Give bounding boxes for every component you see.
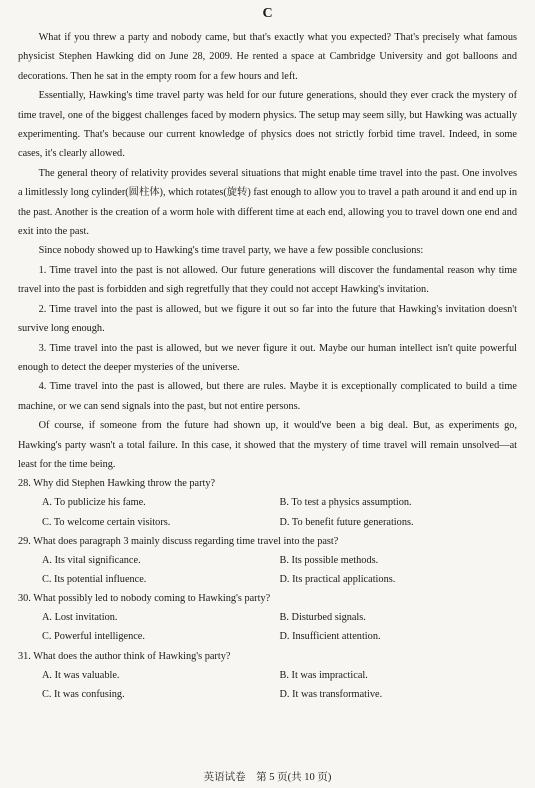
section-heading: C (262, 6, 273, 21)
option-a: A. Its vital significance. (42, 554, 141, 566)
option-b: B. To test a physics assumption. (279, 497, 412, 509)
page-footer: 英语试卷 第 5 页(共 10 页) (203, 772, 332, 783)
passage-paragraph: What if you threw a party and nobody came, but that's exactly what you expected? That's precisely what famous physicist Stephen Hawking did on June 28, 2009. He rented a space at Cambridge University and got balloons and decorations. Then he sat in the empty room for a few hours and left. (18, 32, 517, 82)
option-d: D. To benefit future generations. (279, 516, 414, 528)
passage-paragraph: 2. Time travel into the past is allowed, but we figure it out so far into the future that Hawking's invitation doesn't survive long enough. (18, 303, 517, 335)
question-31 (18, 647, 517, 704)
option-d: D. Its practical applications. (279, 573, 396, 585)
option-b: B. It was impractical. (279, 669, 368, 681)
option-a: A. To publicize his fame. (42, 497, 146, 509)
passage-paragraph: Of course, if someone from the future had shown up, it would've been a big deal. But, as experiments go, Hawking's party wasn't a total failure. In this case, it showed that the mystery of time travel will remain unsolved—at least for the time being. (18, 420, 517, 470)
question-stem: 30. What possibly led to nobody coming to Hawking's party? (18, 593, 271, 605)
passage-paragraph: Since nobody showed up to Hawking's time travel party, we have a few possible conclusions: (38, 245, 424, 257)
question-30 (18, 589, 517, 646)
option-a: A. Lost invitation. (42, 612, 118, 624)
option-c: C. To welcome certain visitors. (42, 516, 171, 528)
question-stem: 28. Why did Stephen Hawking throw the party? (18, 478, 216, 490)
option-d: D. It was transformative. (279, 688, 383, 700)
question-28 (18, 474, 517, 531)
option-c: C. It was confusing. (42, 688, 125, 700)
passage (18, 28, 517, 474)
option-b: B. Disturbed signals. (279, 612, 366, 624)
passage-paragraph: 4. Time travel into the past is allowed, but there are rules. Maybe it is exceptionally complicated to build a time machine, or we can send signals into the past, but not entire persons. (18, 381, 517, 412)
passage-paragraph: The general theory of relativity provides several situations that might enable time travel into the past. One involves a limitlessly long cylinder(圆柱体), which rotates(旋转) fast enough to allow you to travel a path around it and end up in the past. Another is the creation of a worm hole with different time at each end, allowing you to travel down one end and exit into the past. (18, 167, 518, 238)
option-c: C. Its potential influence. (42, 573, 147, 585)
question-29 (18, 532, 517, 589)
option-d: D. Insufficient attention. (279, 631, 381, 643)
passage-paragraph: 1. Time travel into the past is not allowed. Our future generations will discover the fundamental reason why time travel into the past is forbidden and sigh regretfully that they could not accept Hawking's invitation. (18, 264, 517, 296)
option-c: C. Powerful intelligence. (42, 631, 145, 643)
passage-paragraph: Essentially, Hawking's time travel party was held for our future generations, should they ever crack the mystery of time travel, one of the biggest challenges faced by modern physics. The setup may seem silly, but Hawking was actually experimenting. That's because our current knowledge of physics does not strictly forbid time travel. Indeed, in some cases, it's clearly allowed. (18, 90, 517, 160)
option-b: B. Its possible methods. (279, 554, 379, 566)
question-stem: 29. What does paragraph 3 mainly discuss regarding time travel into the past? (18, 535, 339, 547)
question-stem: 31. What does the author think of Hawking's party? (18, 650, 231, 662)
option-a: A. It was valuable. (42, 669, 120, 681)
passage-paragraph: 3. Time travel into the past is allowed, but we never figure it out. Maybe our human intellect isn't quite powerful enough to detect the deeper mysteries of the universe. (18, 342, 517, 373)
